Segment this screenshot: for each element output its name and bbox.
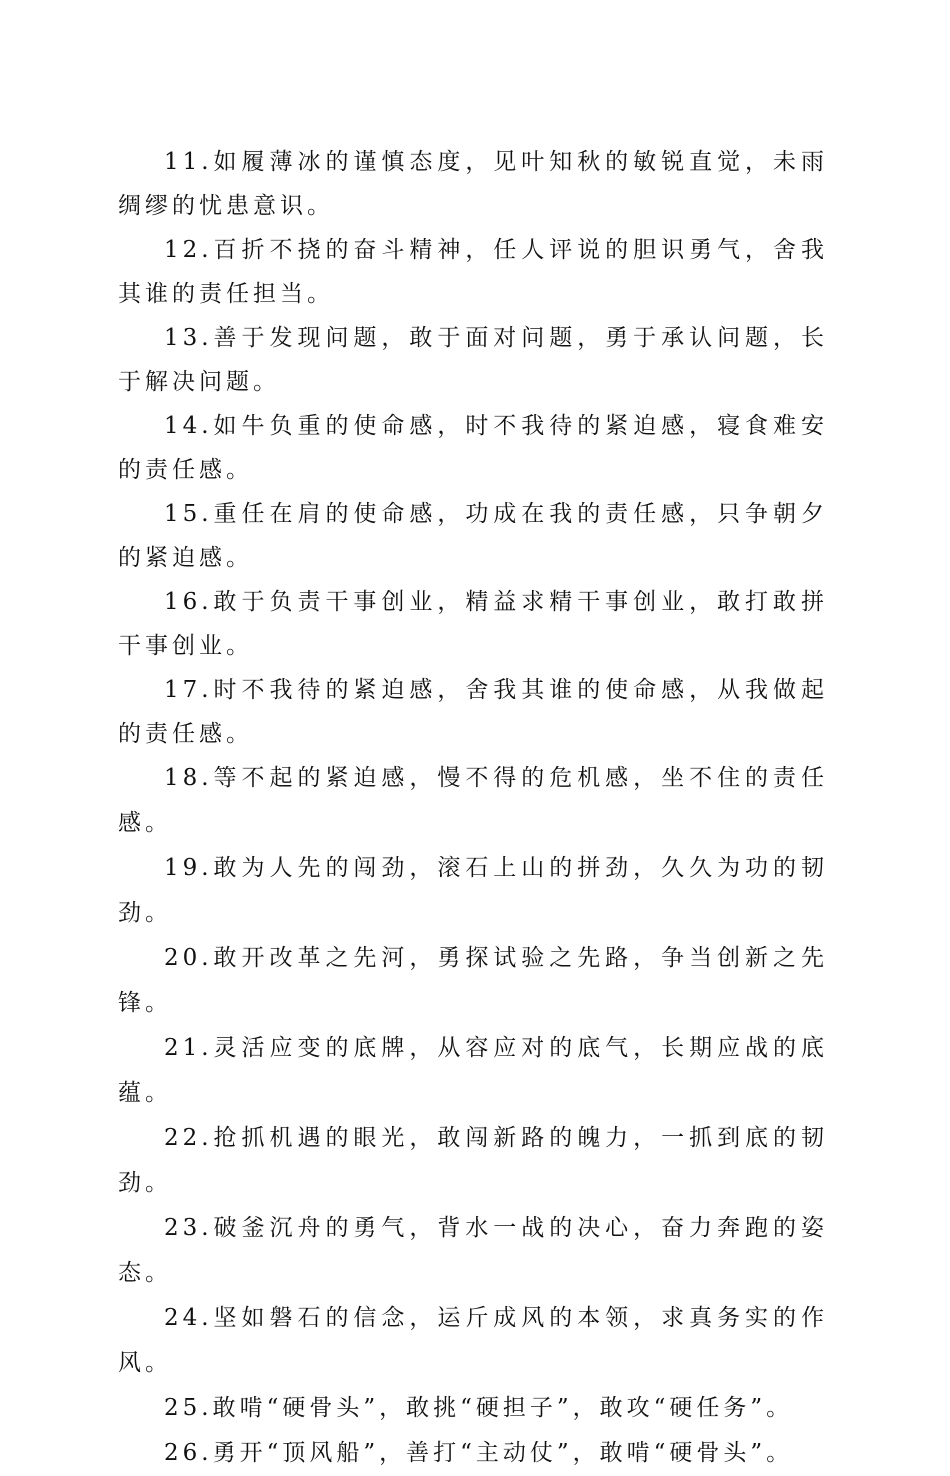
list-item: 16.敢于负责干事创业，精益求精干事创业，敢打敢拼干事创业。 bbox=[118, 589, 828, 659]
list-item: 14.如牛负重的使命感，时不我待的紧迫感，寝食难安的责任感。 bbox=[118, 413, 828, 483]
list-item: 17.时不我待的紧迫感，舍我其谁的使命感，从我做起的责任感。 bbox=[118, 677, 828, 747]
item-list bbox=[118, 140, 828, 1476]
list-item: 22.抢抓机遇的眼光，敢闯新路的魄力，一抓到底的韧劲。 bbox=[118, 1125, 828, 1196]
list-item: 13.善于发现问题，敢于面对问题，勇于承认问题，长于解决问题。 bbox=[118, 325, 828, 395]
list-item: 23.破釜沉舟的勇气，背水一战的决心，奋力奔跑的姿态。 bbox=[118, 1215, 828, 1286]
list-item: 26.勇开“顶风船”，善打“主动仗”，敢啃“硬骨头”。 bbox=[164, 1440, 794, 1466]
list-item: 24.坚如磐石的信念，运斤成风的本领，求真务实的作风。 bbox=[118, 1305, 828, 1376]
list-item: 18.等不起的紧迫感，慢不得的危机感，坐不住的责任感。 bbox=[118, 765, 828, 836]
list-item: 15.重任在肩的使命感，功成在我的责任感，只争朝夕的紧迫感。 bbox=[118, 501, 828, 571]
list-item: 20.敢开改革之先河，勇探试验之先路，争当创新之先锋。 bbox=[118, 945, 828, 1016]
list-item: 11.如履薄冰的谨慎态度，见叶知秋的敏锐直觉，未雨绸缪的忧患意识。 bbox=[118, 149, 828, 219]
list-item: 12.百折不挠的奋斗精神，任人评说的胆识勇气，舍我其谁的责任担当。 bbox=[118, 237, 828, 307]
list-item: 25.敢啃“硬骨头”，敢挑“硬担子”，敢攻“硬任务”。 bbox=[164, 1395, 794, 1421]
list-item: 19.敢为人先的闯劲，滚石上山的拼劲，久久为功的韧劲。 bbox=[118, 855, 828, 926]
list-item: 21.灵活应变的底牌，从容应对的底气，长期应战的底蕴。 bbox=[118, 1035, 828, 1106]
